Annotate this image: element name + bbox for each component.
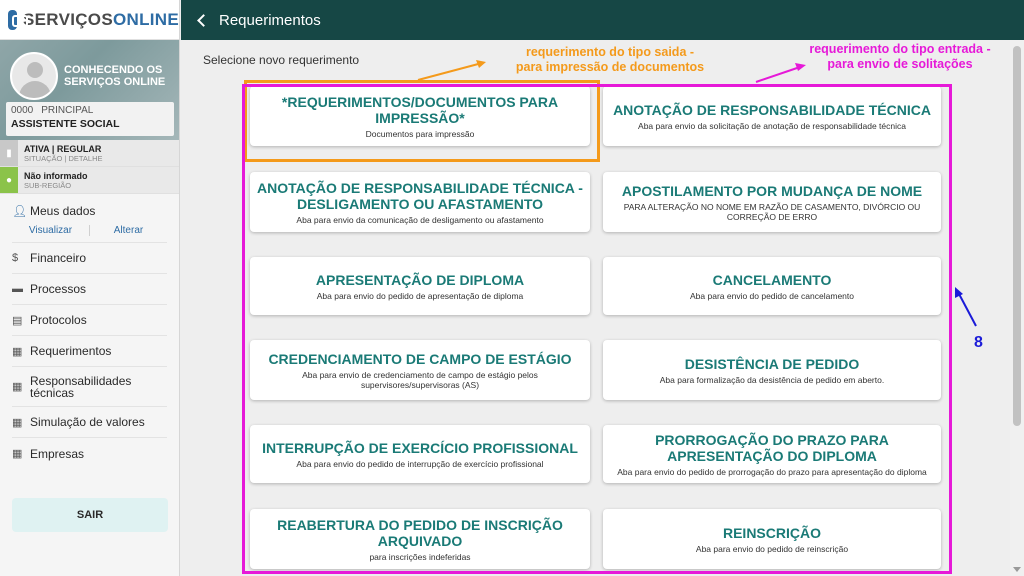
- logo[interactable]: [0, 0, 179, 40]
- card-desc: Aba para envio do pedido de reinscrição: [695, 543, 849, 554]
- clipboard-icon: ▦: [12, 380, 23, 393]
- card-title: ANOTAÇÃO DE RESPONSABILIDADE TÉCNICA: [613, 101, 931, 118]
- card-title: ANOTAÇÃO DE RESPONSABILIDADE TÉCNICA - DESLIGAMENTO OU AFASTAMENTO: [257, 179, 583, 212]
- annotation-pink-line2: para envio de solitações: [827, 57, 973, 71]
- profile-title: CONHECENDO OS SERVIÇOS ONLINE: [64, 64, 166, 88]
- card-title: CANCELAMENTO: [712, 271, 832, 288]
- card-desc: PARA ALTERAÇÃO NO NOME EM RAZÃO DE CASAMENTO, DIVÓRCIO OU CORREÇÃO DE ERRO: [623, 201, 921, 222]
- region-sub: SUB-REGIÃO: [24, 180, 72, 190]
- sidebar-item-simulacao[interactable]: [12, 407, 167, 438]
- annotation-count: 8: [974, 334, 983, 351]
- region-row: [0, 167, 179, 194]
- annotation-pink-text: [770, 42, 1024, 72]
- card-title: REINSCRIÇÃO: [722, 524, 821, 541]
- card-desc: Aba para envio do pedido de prorrogação do prazo para apresentação do diploma: [617, 466, 927, 477]
- document-icon: ▤: [12, 314, 23, 327]
- card-desc: Aba para formalização da desistência de pedido em aberto.: [659, 374, 885, 385]
- profile-card[interactable]: [6, 102, 174, 136]
- card-desc: Documentos para impressão: [365, 128, 475, 139]
- avatar[interactable]: [10, 52, 58, 100]
- sidebar-item-label: Empresas: [30, 446, 85, 461]
- sidebar-item-processos[interactable]: [12, 274, 167, 305]
- sidebar-item-financeiro[interactable]: [12, 243, 167, 274]
- annotation-orange-line1: requerimento do tipo saida -: [525, 45, 695, 59]
- card-desc: Aba para envio do pedido de interrupção de exercício profissional: [296, 458, 544, 469]
- sidebar-item-responsabilidades[interactable]: [12, 367, 167, 407]
- sidebar-item-protocolos[interactable]: [12, 305, 167, 336]
- card-title: APOSTILAMENTO POR MUDANÇA DE NOME: [621, 182, 923, 199]
- card-desc: Aba para envio do pedido de apresentação de diploma: [316, 290, 524, 301]
- region-main: Não informado: [24, 170, 88, 181]
- sidebar-item-label: Financeiro: [30, 251, 87, 265]
- annotation-orange-text: [470, 45, 750, 75]
- status-sub: SITUAÇÃO | DETALHE: [24, 153, 103, 163]
- back-arrow-icon[interactable]: [195, 13, 209, 27]
- edit-profile-link[interactable]: Alterar: [113, 225, 144, 236]
- sidebar-item-label: Requerimentos: [30, 344, 112, 358]
- blue-arrow-head: [955, 287, 963, 298]
- scroll-down-icon[interactable]: [1013, 567, 1021, 572]
- sidebar-item-label: Processos: [30, 282, 87, 296]
- dollar-icon: $: [12, 252, 19, 264]
- sidebar-item-label: Responsabilidades técnicas: [30, 373, 132, 400]
- card-title: PRORROGAÇÃO DO PRAZO PARA APRESENTAÇÃO DO DIPLOMA: [655, 431, 889, 464]
- annotation-orange-line2: para impressão de documentos: [515, 60, 705, 74]
- header: [181, 0, 1024, 40]
- card-desc: Aba para envio de credenciamento de campo de estágio pelos supervisores/supervisoras (AS): [302, 369, 538, 390]
- annotation-pink-box: [242, 84, 952, 574]
- card-title: CREDENCIAMENTO DE CAMPO DE ESTÁGIO: [268, 350, 572, 367]
- sidebar-menu: [0, 194, 179, 469]
- card-title: APRESENTAÇÃO DE DIPLOMA: [315, 271, 525, 288]
- card-title: REABERTURA DO PEDIDO DE INSCRIÇÃO ARQUIVADO: [277, 516, 563, 549]
- sidebar-item-label: Simulação de valores: [30, 415, 145, 429]
- card-title: *REQUERIMENTOS/DOCUMENTOS PARA IMPRESSÃO*: [281, 93, 559, 126]
- logout-button[interactable]: SAIR: [12, 498, 168, 532]
- sidebar-item-meus-dados: [12, 202, 167, 243]
- card-desc: Aba para envio do pedido de cancelamento: [690, 290, 854, 301]
- card-desc: Aba para envio da comunicação de desligamento ou afastamento: [296, 214, 544, 225]
- status-row: [0, 140, 179, 167]
- blue-arrow: [958, 292, 976, 326]
- annotation-pink-line1: requerimento do tipo entrada -: [809, 42, 991, 56]
- sidebar-item-label: Protocolos: [30, 313, 87, 327]
- card-title: INTERRUPÇÃO DE EXERCÍCIO PROFISSIONAL: [262, 439, 578, 456]
- sidebar: [0, 0, 180, 576]
- page-title: Requerimentos: [219, 11, 321, 29]
- profile-code: 0000: [11, 105, 34, 116]
- profile-type: PRINCIPAL: [41, 105, 94, 116]
- clipboard-icon: ▦: [12, 345, 23, 358]
- logo-icon: [8, 10, 17, 30]
- sidebar-item-label[interactable]: Meus dados: [30, 204, 96, 218]
- logo-prefix: SERVIÇOS: [23, 9, 113, 29]
- sidebar-item-empresas[interactable]: [12, 438, 167, 469]
- profile-panel: [0, 40, 179, 140]
- card-desc: para inscrições indeferidas: [369, 551, 471, 562]
- select-prompt: Selecione novo requerimento: [203, 53, 360, 67]
- card-title: DESISTÊNCIA DE PEDIDO: [684, 355, 860, 372]
- scrollbar[interactable]: [1010, 40, 1024, 576]
- clipboard-icon: ▦: [12, 416, 23, 429]
- card-desc: Aba para envio da solicitação de anotação de responsabilidade técnica: [638, 120, 906, 131]
- user-icon: 👤︎: [12, 204, 28, 218]
- view-profile-link[interactable]: Visualizar: [12, 225, 90, 236]
- profile-role: ASSISTENTE SOCIAL: [11, 118, 120, 130]
- folder-icon: ▬: [12, 283, 23, 295]
- scrollbar-thumb[interactable]: [1013, 46, 1021, 426]
- status-main: ATIVA | REGULAR: [24, 143, 102, 154]
- sidebar-item-requerimentos[interactable]: [12, 336, 167, 367]
- clipboard-icon: ▦: [12, 448, 23, 460]
- logo-suffix: ONLINE: [112, 9, 179, 29]
- location-pin-icon: ●: [0, 167, 18, 193]
- status-icon: ▮: [0, 140, 18, 166]
